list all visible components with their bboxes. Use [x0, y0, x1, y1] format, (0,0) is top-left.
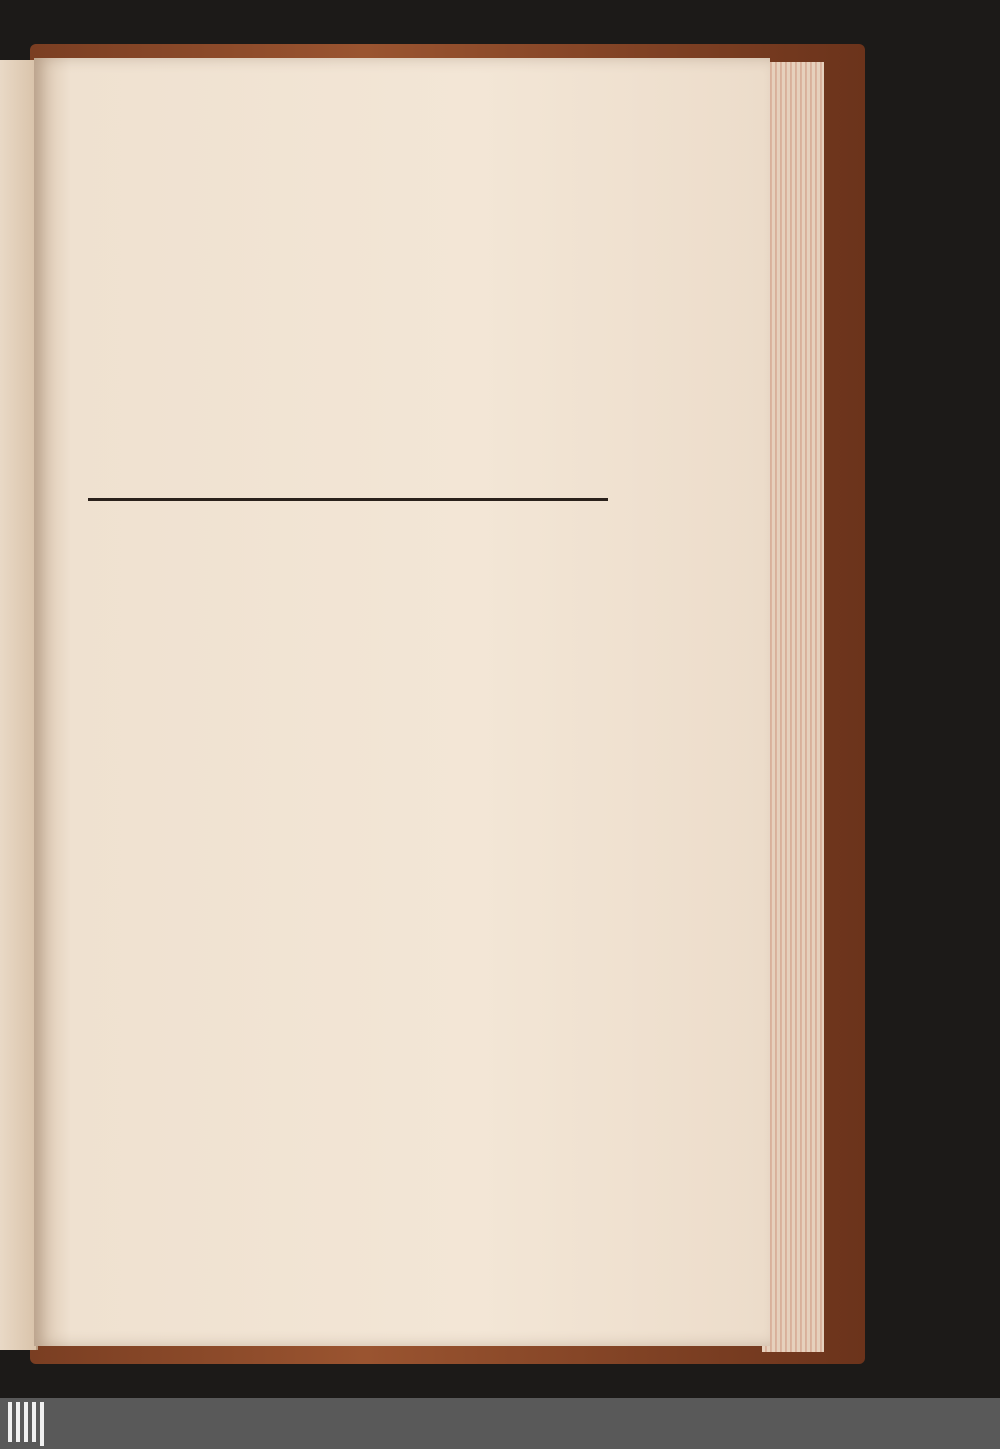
- library-logo-icon: [6, 1402, 48, 1446]
- section-rule: [88, 498, 608, 501]
- library-footer-bar: [0, 1398, 1000, 1449]
- running-header: [34, 164, 654, 204]
- left-page-edge: [0, 60, 38, 1350]
- page-edges: [762, 62, 824, 1352]
- right-page: [34, 58, 770, 1346]
